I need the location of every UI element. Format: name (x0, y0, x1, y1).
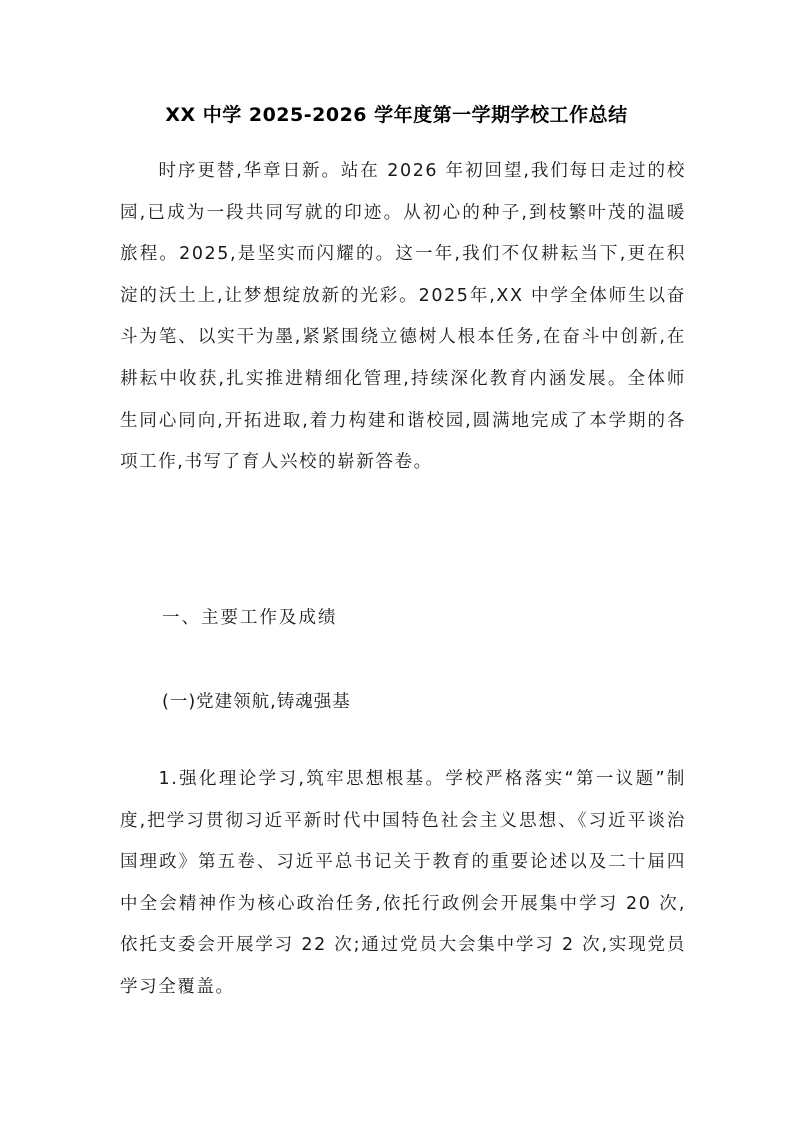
section-heading: 一、主要工作及成绩 (162, 608, 338, 628)
intro-paragraph: 时序更替,华章日新。站在 2026 年初回望,我们每日走过的校园,已成为一段共同写就的印迹。从初心的种子,到枝繁叶茂的温暖旅程。2025,是坚实而闪耀的。这一年,我们不仅耕耘当下,更在积淀的沃土上,让梦想绽放新的光彩。2025年,XX 中学全体师生以奋斗为笔、以实干为墨,紧紧围绕立德树人根本任务,在奋斗中创新,在耕耘中收获,扎实推进精细化管理,持续深化教育内涵发展。全体师生同心同向,开拓进取,着力构建和谐校园,圆满地完成了本学期的各项工作,书写了育人兴校的崭新答卷。 (120, 161, 686, 473)
subsection-heading: (一)党建领航,铸魂强基 (162, 692, 351, 712)
document-title: XX 中学 2025-2026 学年度第一学期学校工作总结 (165, 104, 628, 126)
item-paragraph: 1.强化理论学习,筑牢思想根基。学校严格落实“第一议题”制度,把学习贯彻习近平新时代中国特色社会主义思想、《习近平谈治国理政》第五卷、习近平总书记关于教育的重要论述以及二十届四中全会精神作为核心政治任务,依托行政例会开展集中学习 20 次,依托支委会开展学习 22 次;通过党员大会集中学习 2 次,实现党员学习全覆盖。 (120, 769, 686, 997)
